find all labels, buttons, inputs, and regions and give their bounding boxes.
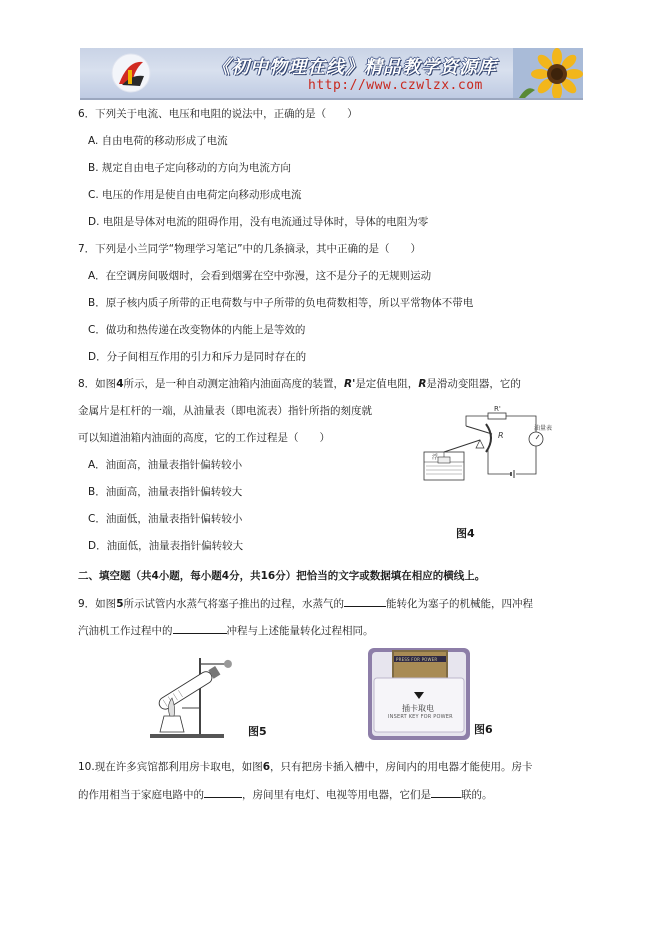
q9-line2 — [78, 623, 374, 638]
q10-part-c: 的作用相当于家庭电路中的 — [78, 789, 204, 801]
q8-option-c: C．油面低，油量表指针偏转较小 — [88, 513, 243, 525]
figure-5-label: 图5 — [248, 725, 267, 738]
q8-stem-part-c: 是定值电阻， — [355, 378, 419, 390]
q8-fig-ref: 4 — [116, 378, 124, 390]
q8-option-d: D．油面低，油量表指针偏转较大 — [88, 540, 244, 552]
fig4-label-float: 浮 — [432, 454, 439, 461]
q10-part-b: ，只有把房卡插入槽中，房间内的用电器才能使用。房卡 — [270, 761, 533, 773]
banner-title: 《初中物理在线》精品教学资源库 — [212, 57, 497, 78]
q8-stem-part-a: 8．如图 — [78, 378, 117, 390]
q8-stem-line3: 可以知道油箱内油面的高度，它的工作过程是（ ） — [78, 432, 330, 444]
q8-option-b: B．油面高，油量表指针偏转较大 — [88, 486, 243, 498]
q7-option-c: C．做功和热传递在改变物体的内能上是等效的 — [88, 324, 306, 336]
q10-line2 — [78, 787, 493, 802]
q7-option-b: B．原子核内质子所带的正电荷数与中子所带的负电荷数相等，所以平常物体不带电 — [88, 297, 474, 309]
card-label-cn: 插卡取电 — [402, 704, 434, 713]
site-logo-icon — [110, 52, 152, 94]
header-banner — [80, 48, 583, 98]
card-label-en: INSERT KEY FOR POWER — [388, 714, 453, 720]
q9-part-b: 所示试管内水蒸气将塞子推出的过程，水蒸气的 — [123, 598, 344, 610]
q9-part-e: 冲程与上述能量转化过程相同。 — [226, 625, 374, 637]
banner-url[interactable]: http://www.czwlzx.com — [308, 78, 483, 93]
q8-stem-part-b: 所示，是一种自动测定油箱内油面高度的装置， — [123, 378, 344, 390]
figure-4-circuit — [418, 404, 568, 486]
figure-5-test-tube — [140, 650, 250, 742]
q10-line1 — [78, 760, 533, 774]
q9-part-a: 9．如图 — [78, 598, 117, 610]
card-top-text: PRESS FOR POWER — [396, 657, 438, 662]
fig4-label-r: R — [498, 431, 504, 440]
q10-blank-connection[interactable] — [431, 787, 461, 798]
q8-r: R — [418, 378, 427, 390]
q8-r-prime: R' — [344, 378, 356, 390]
q10-part-a: 10.现在许多宾馆都利用房卡取电，如图 — [78, 761, 263, 773]
q9-blank-stroke[interactable] — [173, 623, 227, 634]
q10-fig-ref: 6 — [262, 761, 271, 773]
q9-part-d: 汽油机工作过程中的 — [78, 625, 173, 637]
q9-blank-energy[interactable] — [344, 596, 386, 607]
q9-fig-ref: 5 — [116, 598, 124, 610]
q6-option-a: A. 自由电荷的移动形成了电流 — [88, 135, 228, 147]
figure-4-label: 图4 — [456, 527, 475, 540]
banner-divider — [80, 98, 583, 100]
fig4-label-meter: 油量表 — [534, 425, 553, 432]
sunflower-icon — [513, 48, 583, 98]
q8-option-a: A．油面高，油量表指针偏转较小 — [88, 459, 243, 471]
figure-6-label: 图6 — [474, 723, 493, 736]
q6-option-d: D. 电阻是导体对电流的阻碍作用，没有电流通过导体时，导体的电阻为零 — [88, 216, 429, 228]
q8-stem-line2: 金属片是杠杆的一端，从油量表（即电流表）指针所指的刻度就 — [78, 405, 372, 417]
q8-stem-line1 — [78, 377, 521, 391]
q9-line1 — [78, 596, 533, 611]
q6-option-c: C. 电压的作用是使自由电荷定向移动形成电流 — [88, 189, 302, 201]
q10-blank-switch[interactable] — [204, 787, 242, 798]
q6-stem: 6．下列关于电流、电压和电阻的说法中，正确的是（ ） — [78, 108, 358, 120]
section-2-heading: 二、填空题（共4小题，每小题4分，共16分）把恰当的文字或数据填在相应的横线上。 — [78, 570, 486, 582]
q6-option-b: B. 规定自由电子定向移动的方向为电流方向 — [88, 162, 291, 174]
q7-option-d: D．分子间相互作用的引力和斥力是同时存在的 — [88, 351, 307, 363]
q10-part-d: ，房间里有电灯、电视等用电器，它们是 — [242, 789, 431, 801]
fig4-label-r-prime: R' — [494, 405, 501, 413]
q10-part-e: 联的。 — [461, 789, 493, 801]
q7-stem: 7．下列是小兰同学“物理学习笔记”中的几条摘录，其中正确的是（ ） — [78, 243, 422, 255]
q9-part-c: 能转化为塞子的机械能，四冲程 — [386, 598, 533, 610]
q8-stem-part-d: 是滑动变阻器，它的 — [426, 378, 521, 390]
q7-option-a: A．在空调房间吸烟时，会看到烟雾在空中弥漫，这不是分子的无规则运动 — [88, 270, 432, 282]
figure-6-card-reader — [368, 648, 470, 740]
